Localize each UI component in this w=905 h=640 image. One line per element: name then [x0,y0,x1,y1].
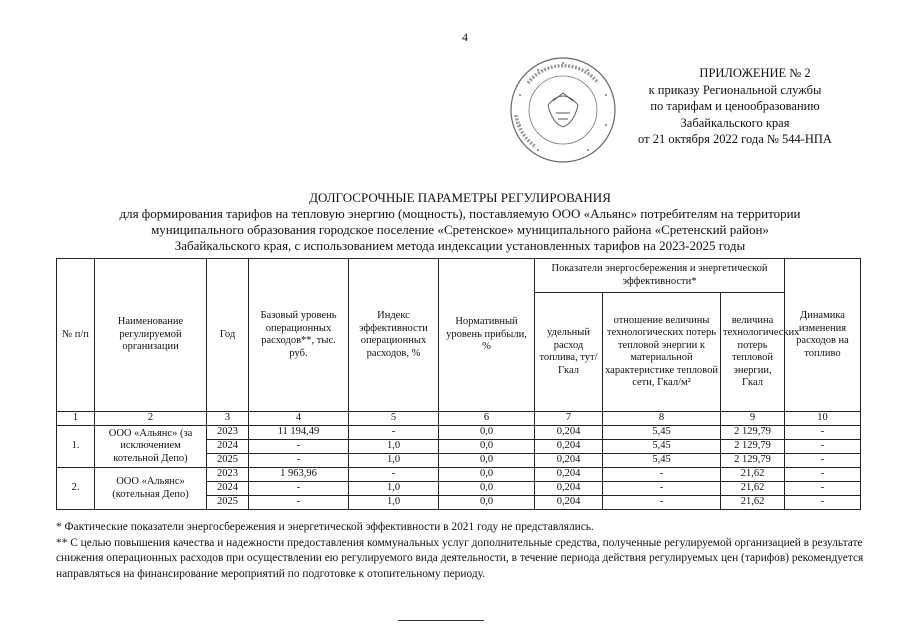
cell-dynamics: - [785,440,861,454]
cell-losses: 21,62 [721,482,785,496]
annex-line-1: к приказу Региональной службы [648,82,822,97]
cell-ratio: - [603,482,721,496]
cell-dynamics: - [785,454,861,468]
document-title [40,190,880,254]
header-fuel: удельный расход топлива, тут/Гкал [535,293,603,412]
cell-index: 1,0 [349,482,439,496]
parameters-table [56,258,861,510]
cell-losses: 2 129,79 [721,454,785,468]
row-org: ООО «Альянс» (за исключением котельной Депо) [95,426,207,468]
cell-ratio: 5,45 [603,440,721,454]
table-row [57,468,861,482]
cell-base: - [249,454,349,468]
column-number-row [57,412,861,426]
cell-fuel: 0,204 [535,468,603,482]
row-num: 1. [57,426,95,468]
cell-profit: 0,0 [439,482,535,496]
cell-ratio: 5,45 [603,454,721,468]
cell-profit: 0,0 [439,468,535,482]
annex-line-2: по тарифам и ценообразованию [650,99,820,113]
cell-base: - [249,496,349,510]
col-num: 7 [535,412,603,426]
cell-ratio: 5,45 [603,426,721,440]
title-line-1: ДОЛГОСРОЧНЫЕ ПАРАМЕТРЫ РЕГУЛИРОВАНИЯ [309,190,611,205]
cell-base: - [249,440,349,454]
annex-title: ПРИЛОЖЕНИЕ № 2 [699,66,811,80]
cell-profit: 0,0 [439,496,535,510]
header-org: Наименование регулируемой организации [95,259,207,412]
header-profit: Нормативный уровень прибыли, % [439,259,535,412]
cell-losses: 2 129,79 [721,426,785,440]
col-num: 1 [57,412,95,426]
header-losses: величина технологических потерь тепловой энергии, Гкал [721,293,785,412]
col-num: 3 [207,412,249,426]
cell-base: - [249,482,349,496]
cell-fuel: 0,204 [535,496,603,510]
cell-year: 2024 [207,482,249,496]
title-line-4: Забайкальского края, с использованием метода индексации установленных тарифов на 2023-2025 годы [174,238,746,253]
annex-block [600,65,870,148]
cell-base: 1 963,96 [249,468,349,482]
title-line-3: муниципального образования городское поселение «Сретенское» муниципального района «Сретенский район» [151,222,769,237]
footer-divider [398,620,484,621]
cell-ratio: - [603,496,721,510]
annex-line-3: Забайкальского края [680,115,790,130]
cell-index: 1,0 [349,440,439,454]
col-num: 9 [721,412,785,426]
col-num: 6 [439,412,535,426]
table-row [57,426,861,440]
cell-dynamics: - [785,426,861,440]
cell-year: 2025 [207,496,249,510]
cell-profit: 0,0 [439,454,535,468]
footnotes [56,520,866,582]
cell-ratio: - [603,468,721,482]
cell-index: - [349,468,439,482]
cell-index: - [349,426,439,440]
page-number: 4 [462,30,468,44]
annex-line-4: от 21 октября 2022 года № 544-НПА [638,132,832,146]
cell-dynamics: - [785,482,861,496]
footnote-1: * Фактические показатели энергосбережения и энергетической эффективности в 2021 году не представлялись. [56,521,594,533]
header-num: № п/п [57,259,95,412]
cell-dynamics: - [785,496,861,510]
header-index: Индекс эффективности операционных расходов, % [349,259,439,412]
cell-year: 2023 [207,468,249,482]
cell-year: 2024 [207,440,249,454]
col-num: 5 [349,412,439,426]
cell-dynamics: - [785,468,861,482]
footnote-2: ** С целью повышения качества и надежности предоставления коммунальных услуг дополнительные средства, полученные регулируемой организацией в результате снижения операционных расходов при осуществлении ею регулируемого вида деятельности, в течение периода действия регулируемых цен (тарифов) рекомендуется направляться на финансирование мероприятий по подготовке к отопительному периоду. [56,536,864,580]
header-ratio: отношение величины технологических потерь тепловой энергии к материальной характеристике тепловой сети, Гкал/м² [603,293,721,412]
header-energy-group: Показатели энергосбережения и энергетической эффективности* [535,259,785,293]
cell-fuel: 0,204 [535,454,603,468]
header-dynamics: Динамика изменения расходов на топливо [785,259,861,412]
cell-year: 2025 [207,454,249,468]
cell-index: 1,0 [349,454,439,468]
cell-losses: 21,62 [721,496,785,510]
cell-fuel: 0,204 [535,440,603,454]
cell-fuel: 0,204 [535,426,603,440]
col-num: 4 [249,412,349,426]
cell-fuel: 0,204 [535,482,603,496]
header-base: Базовый уровень операционных расходов**, тыс. руб. [249,259,349,412]
row-org: ООО «Альянс» (котельная Депо) [95,468,207,510]
header-year: Год [207,259,249,412]
cell-profit: 0,0 [439,440,535,454]
col-num: 8 [603,412,721,426]
cell-losses: 2 129,79 [721,440,785,454]
cell-index: 1,0 [349,496,439,510]
cell-losses: 21,62 [721,468,785,482]
col-num: 10 [785,412,861,426]
col-num: 2 [95,412,207,426]
cell-base: 11 194,49 [249,426,349,440]
cell-year: 2023 [207,426,249,440]
row-num: 2. [57,468,95,510]
title-line-2: для формирования тарифов на тепловую энергию (мощность), поставляемую ООО «Альянс» потребителям на территории [119,206,801,221]
cell-profit: 0,0 [439,426,535,440]
